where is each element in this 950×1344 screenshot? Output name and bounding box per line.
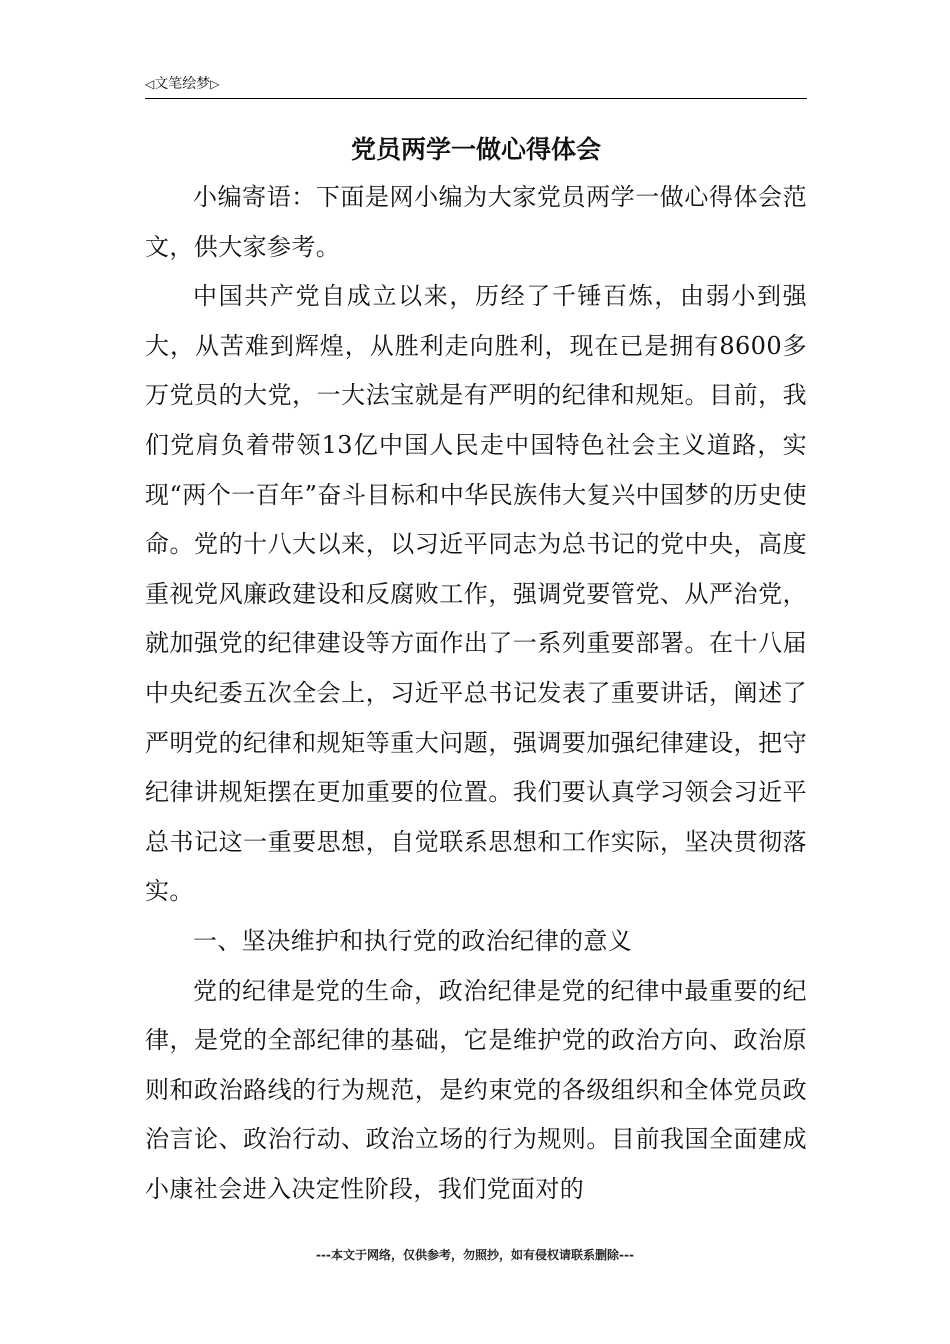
page-footer: ---本文于网络，仅供参考，勿照抄，如有侵权请联系删除---	[316, 1248, 634, 1262]
paragraph-section-one: 党的纪律是党的生命，政治纪律是党的纪律中最重要的纪律，是党的全部纪律的基础，它是维护党的政治方向、政治原则和政治路线的行为规范，是约束党的各级组织和全体党员政治言论、政治行动、政治立场的行为规则。目前我国全面建成小康社会进入决定性阶段，我们党面对的	[145, 976, 807, 1203]
right-triangle-icon: ▷	[210, 77, 220, 91]
paragraph-main: 中国共产党自成立以来，历经了千锤百炼，由弱小到强大，从苦难到辉煌，从胜利走向胜利，现在已是拥有8600多万党员的大党，一大法宝就是有严明的纪律和规矩。目前，我们党肩负着带领13亿中国人民走中国特色社会主义道路，实现“两个一百年”奋斗目标和中华民族伟大复兴中国梦的历史使命。党的十八大以来，以习近平同志为总书记的党中央，高度重视党风廉政建设和反腐败工作，强调党要管党、从严治党，就加强党的纪律建设等方面作出了一系列重要部署。在十八届中央纪委五次全会上，习近平总书记发表了重要讲话，阐述了严明党的纪律和规矩等重大问题，强调要加强纪律建设，把守纪律讲规矩摆在更加重要的位置。我们要认真学习领会习近平总书记这一重要思想，自觉联系思想和工作实际，坚决贯彻落实。	[145, 282, 807, 906]
document-body	[145, 173, 807, 1214]
left-triangle-icon: ◁	[145, 77, 155, 91]
header-label: 文笔绘梦	[154, 76, 211, 92]
section-heading: 一、坚决维护和执行党的政治纪律的意义	[193, 926, 633, 955]
page-header	[145, 72, 807, 99]
document-title: 党员两学一做心得体会	[350, 135, 601, 164]
paragraph-intro: 小编寄语：下面是网小编为大家党员两学一做心得体会范文，供大家参考。	[145, 183, 807, 261]
